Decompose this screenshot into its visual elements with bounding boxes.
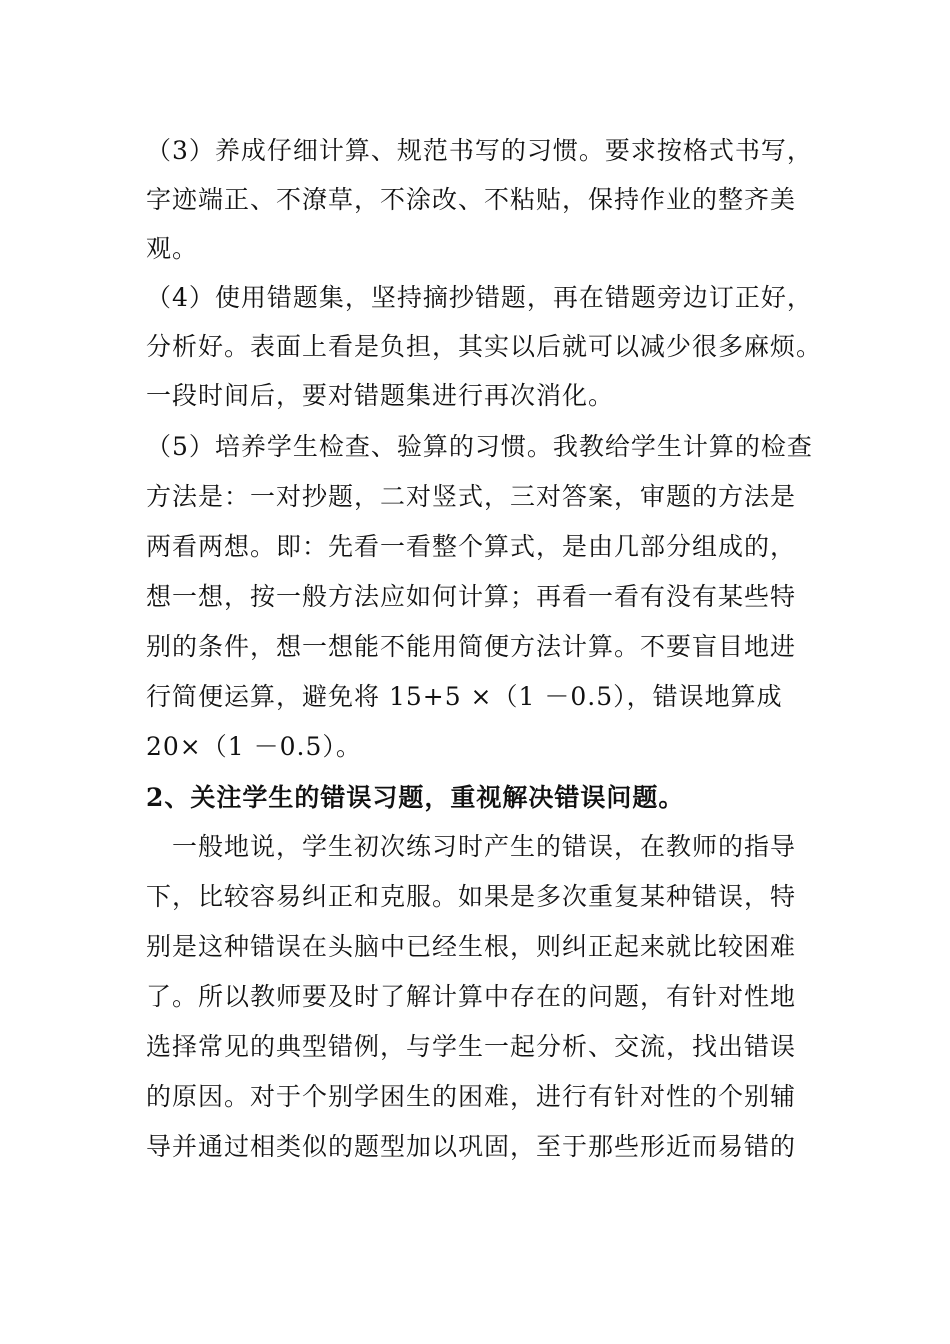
text-line: 一般地说，学生初次练习时产生的错误，在教师的指导 [146, 832, 797, 861]
text-line: 下，比较容易纠正和克服。如果是多次重复某种错误，特 [146, 882, 797, 911]
text-line: 方法是：一对抄题，二对竖式，三对答案，审题的方法是 [146, 482, 797, 511]
text-line: 别的条件，想一想能不能用简便方法计算。不要盲目地进 [146, 632, 797, 661]
text-line: （5）培养学生检查、验算的习惯。我教给学生计算的检查 [146, 432, 813, 461]
text-line: 字迹端正、不潦草，不涂改、不粘贴，保持作业的整齐美 [146, 185, 797, 214]
text-line: 想一想，按一般方法应如何计算；再看一看有没有某些特 [146, 582, 797, 611]
text-line: （4）使用错题集，坚持摘抄错题，再在错题旁边订正好， [146, 283, 813, 312]
text-line: 的原因。对于个别学困生的困难，进行有针对性的个别辅 [146, 1082, 797, 1111]
text-line: （3）养成仔细计算、规范书写的习惯。要求按格式书写， [146, 136, 813, 165]
text-line: 观。 [146, 234, 199, 263]
text-line: 了。所以教师要及时了解计算中存在的问题，有针对性地 [146, 982, 797, 1011]
text-line: 选择常见的典型错例，与学生一起分析、交流，找出错误 [146, 1032, 797, 1061]
text-line: 行简便运算，避免将 15+5 ×（1 －0.5），错误地算成 [146, 682, 783, 711]
text-line: 导并通过相类似的题型加以巩固，至于那些形近而易错的 [146, 1132, 797, 1161]
text-line: 分析好。表面上看是负担，其实以后就可以减少很多麻烦。 [146, 332, 823, 361]
text-line: 一段时间后，要对错题集进行再次消化。 [146, 381, 615, 410]
section-heading: 2、关注学生的错误习题，重视解决错误问题。 [146, 783, 685, 812]
text-line: 两看两想。即：先看一看整个算式，是由几部分组成的， [146, 532, 797, 561]
text-line: 20×（1 －0.5）。 [146, 732, 362, 761]
text-line: 别是这种错误在头脑中已经生根，则纠正起来就比较困难 [146, 932, 797, 961]
